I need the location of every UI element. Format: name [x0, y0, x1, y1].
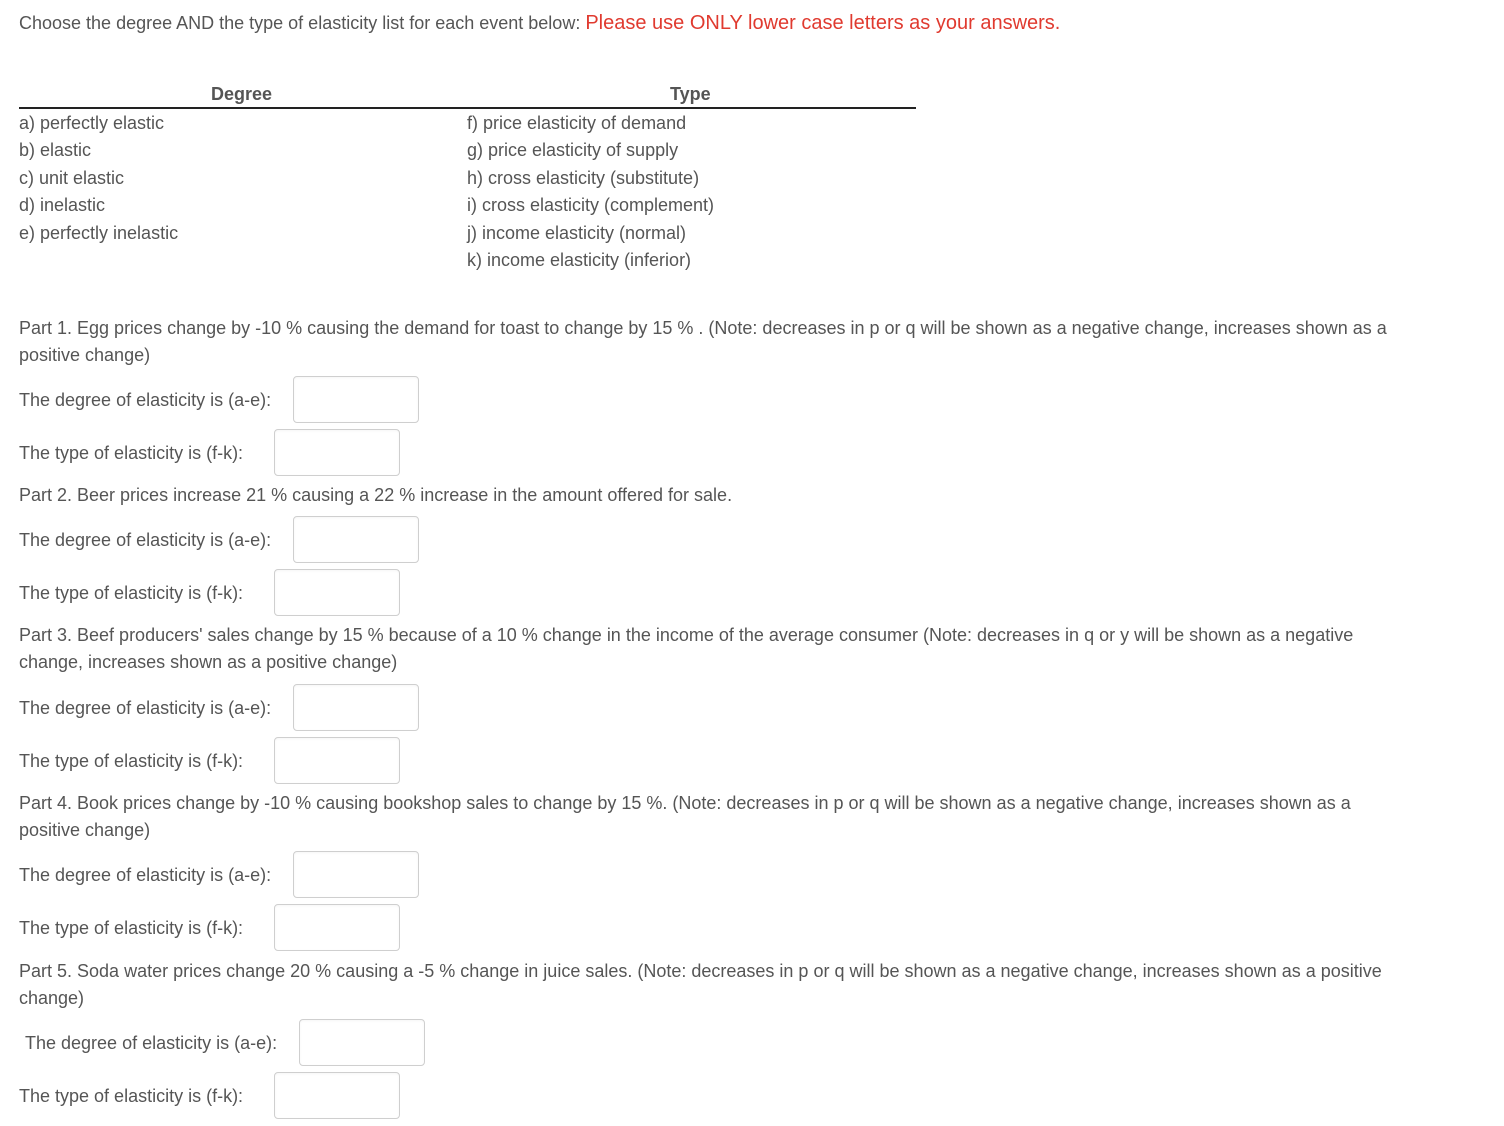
part-3-degree-input[interactable] — [293, 684, 419, 731]
legend-header-rule — [19, 107, 916, 109]
type-item-j: j) income elasticity (normal) — [467, 223, 687, 243]
part-5-degree-label: The degree of elasticity is (a-e): — [25, 1033, 278, 1053]
part-5-question: Part 5. Soda water prices change 20 % causing a -5 % change in juice sales. (Note: decreases in p or q will be shown as a negative change, increases shown as a positive change) — [19, 961, 1382, 1008]
part-3-type-input[interactable] — [274, 737, 400, 784]
degree-item-b: b) elastic — [19, 140, 92, 160]
type-item-i: i) cross elasticity (complement) — [467, 195, 715, 215]
part-1-degree-input[interactable] — [293, 376, 419, 423]
type-item-f: f) price elasticity of demand — [467, 113, 687, 133]
part-4-degree-input[interactable] — [293, 851, 419, 898]
type-item-h: h) cross elasticity (substitute) — [467, 168, 700, 188]
part-1-question: Part 1. Egg prices change by -10 % causing the demand for toast to change by 15 % . (Note: decreases in p or q will be shown as a negative change, increases shown as a positive change) — [19, 318, 1387, 365]
part-4-type-label: The type of elasticity is (f-k): — [19, 918, 244, 938]
instructions-warning: Please use ONLY lower case letters as your answers. — [585, 12, 1061, 34]
type-item-g: g) price elasticity of supply — [467, 140, 679, 160]
part-3-degree-label: The degree of elasticity is (a-e): — [19, 698, 272, 718]
part-5-degree-input[interactable] — [299, 1019, 425, 1066]
instructions-text: Choose the degree AND the type of elasticity list for each event below: — [19, 13, 586, 33]
part-1-degree-label: The degree of elasticity is (a-e): — [19, 390, 272, 410]
part-2-degree-label: The degree of elasticity is (a-e): — [19, 530, 272, 550]
part-5-type-label: The type of elasticity is (f-k): — [19, 1086, 244, 1106]
part-1-type-label: The type of elasticity is (f-k): — [19, 443, 244, 463]
part-4-type-input[interactable] — [274, 904, 400, 951]
part-3-question: Part 3. Beef producers' sales change by 15 % because of a 10 % change in the income of the average consumer (Note: decreases in q or y will be shown as a negative change, increases shown as a positive change) — [19, 625, 1354, 672]
degree-item-d: d) inelastic — [19, 195, 106, 215]
type-header: Type — [670, 84, 711, 104]
part-3-type-label: The type of elasticity is (f-k): — [19, 751, 244, 771]
part-2-question: Part 2. Beer prices increase 21 % causing a 22 % increase in the amount offered for sale. — [19, 485, 733, 505]
degree-item-e: e) perfectly inelastic — [19, 223, 179, 243]
degree-item-c: c) unit elastic — [19, 168, 125, 188]
instructions — [19, 12, 1060, 35]
part-4-degree-label: The degree of elasticity is (a-e): — [19, 865, 272, 885]
part-4-question: Part 4. Book prices change by -10 % causing bookshop sales to change by 15 %. (Note: decreases in p or q will be shown as a negative change, increases shown as a positive change) — [19, 793, 1351, 840]
part-2-type-input[interactable] — [274, 569, 400, 616]
part-2-degree-input[interactable] — [293, 516, 419, 563]
degree-item-a: a) perfectly elastic — [19, 113, 165, 133]
part-1-type-input[interactable] — [274, 429, 400, 476]
type-item-k: k) income elasticity (inferior) — [467, 250, 692, 270]
part-5-type-input[interactable] — [274, 1072, 400, 1119]
degree-header: Degree — [211, 84, 273, 104]
part-2-type-label: The type of elasticity is (f-k): — [19, 583, 244, 603]
